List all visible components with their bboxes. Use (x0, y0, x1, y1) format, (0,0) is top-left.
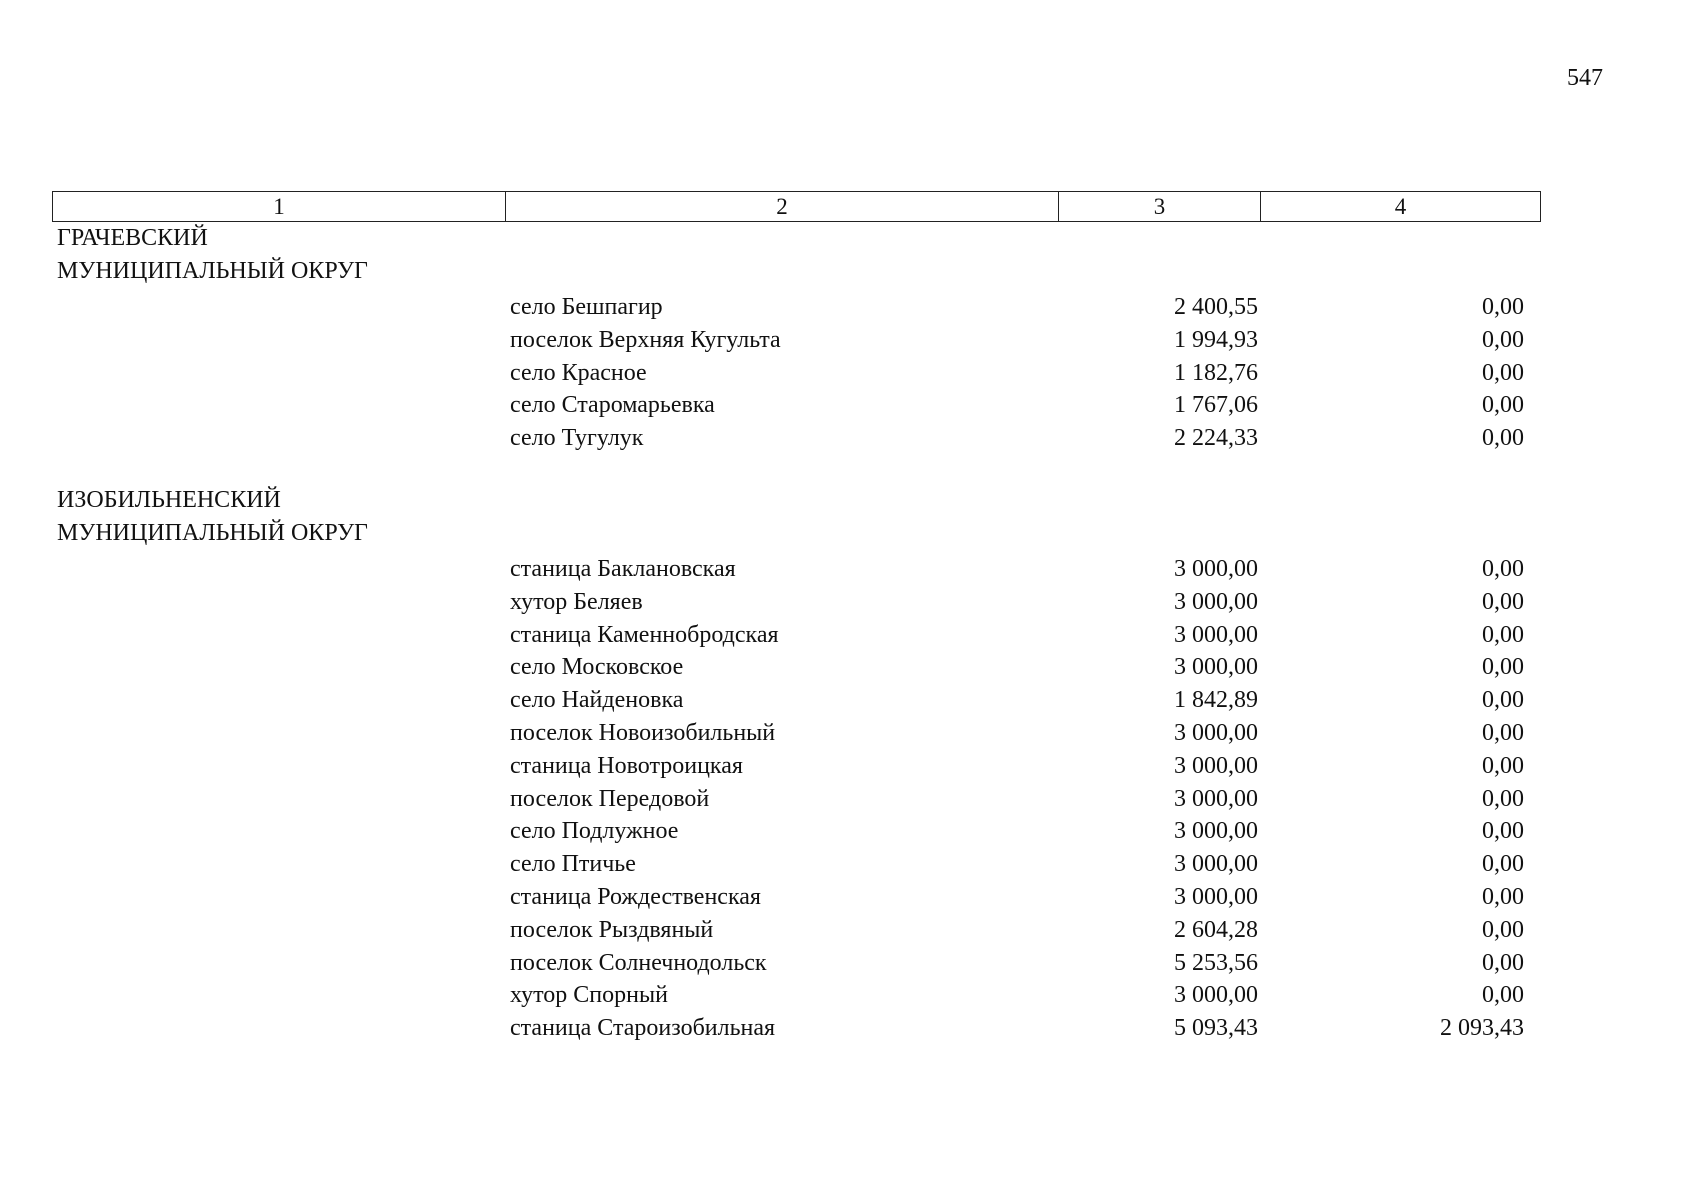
table-row (0, 914, 1696, 947)
value-col-4: 0,00 (1482, 654, 1524, 681)
value-col-3: 3 000,00 (1174, 621, 1258, 648)
value-col-4: 0,00 (1482, 392, 1524, 419)
value-col-4: 0,00 (1482, 326, 1524, 353)
settlement-name: станица Каменнобродская (510, 621, 779, 648)
value-col-4: 0,00 (1482, 752, 1524, 779)
value-col-3: 1 182,76 (1174, 359, 1258, 386)
value-col-3: 2 224,33 (1174, 425, 1258, 452)
value-col-3: 2 604,28 (1174, 916, 1258, 943)
value-col-3: 5 253,56 (1174, 949, 1258, 976)
settlement-name: село Бешпагир (510, 294, 663, 320)
value-col-3: 3 000,00 (1174, 982, 1258, 1009)
settlement-name: село Тугулук (510, 425, 644, 452)
value-col-3: 3 000,00 (1174, 719, 1258, 746)
settlement-name: хутор Спорный (510, 982, 668, 1009)
table-row (0, 324, 1696, 357)
table-row (0, 815, 1696, 848)
table-row (0, 619, 1696, 652)
district-title-line2: МУНИЦИПАЛЬНЫЙ ОКРУГ (57, 258, 368, 284)
value-col-3: 1 842,89 (1174, 687, 1258, 714)
value-col-4: 0,00 (1482, 556, 1524, 582)
settlement-name: село Подлужное (510, 818, 679, 845)
table-row (0, 651, 1696, 684)
value-col-3: 2 400,55 (1174, 294, 1258, 320)
value-col-4: 0,00 (1482, 359, 1524, 386)
table-row (0, 586, 1696, 619)
value-col-4: 2 093,43 (1440, 1015, 1524, 1042)
value-col-4: 0,00 (1482, 687, 1524, 714)
settlement-name: станица Баклановская (510, 556, 736, 582)
table-row (0, 1012, 1696, 1045)
district-title (57, 222, 368, 288)
settlement-name: станица Рождественская (510, 883, 761, 910)
table-row (0, 947, 1696, 980)
district-title-line1: ИЗОБИЛЬНЕНСКИЙ (57, 487, 281, 513)
value-col-3: 1 767,06 (1174, 392, 1258, 419)
value-col-3: 3 000,00 (1174, 654, 1258, 681)
settlement-name: поселок Солнечнодольск (510, 949, 767, 976)
value-col-4: 0,00 (1482, 949, 1524, 976)
value-col-3: 3 000,00 (1174, 785, 1258, 812)
table-row (0, 750, 1696, 783)
table-row (0, 291, 1696, 324)
table-row (0, 389, 1696, 422)
value-col-3: 3 000,00 (1174, 818, 1258, 845)
value-col-4: 0,00 (1482, 588, 1524, 615)
table-row (0, 684, 1696, 717)
settlement-name: хутор Беляев (510, 588, 643, 615)
table-row (0, 881, 1696, 914)
value-col-4: 0,00 (1482, 982, 1524, 1009)
value-col-3: 3 000,00 (1174, 752, 1258, 779)
table-row (0, 422, 1696, 455)
table-row (0, 357, 1696, 390)
value-col-4: 0,00 (1482, 818, 1524, 845)
district-rows (0, 553, 1696, 1045)
settlement-name: село Найденовка (510, 687, 684, 714)
page-number: 547 (1567, 65, 1603, 91)
value-col-4: 0,00 (1482, 883, 1524, 910)
value-col-4: 0,00 (1482, 621, 1524, 648)
value-col-3: 3 000,00 (1174, 588, 1258, 615)
value-col-4: 0,00 (1482, 294, 1524, 320)
table-row (0, 848, 1696, 881)
table-row (0, 783, 1696, 816)
settlement-name: поселок Новоизобильный (510, 719, 776, 746)
settlement-name: село Птичье (510, 851, 636, 878)
value-col-3: 3 000,00 (1174, 556, 1258, 582)
settlement-name: село Московское (510, 654, 684, 681)
value-col-3: 5 093,43 (1174, 1015, 1258, 1042)
settlement-name: станица Староизобильная (510, 1015, 776, 1042)
header-col-2: 2 (506, 192, 1059, 221)
settlement-name: село Красное (510, 359, 647, 386)
district-title-line1: ГРАЧЕВСКИЙ (57, 225, 208, 251)
header-col-1: 1 (53, 192, 506, 221)
table-row (0, 717, 1696, 750)
header-col-4: 4 (1394, 194, 1407, 219)
value-col-4: 0,00 (1482, 916, 1524, 943)
district-title-line2: МУНИЦИПАЛЬНЫЙ ОКРУГ (57, 520, 368, 546)
table-header (52, 191, 1541, 222)
settlement-name: поселок Рыздвяный (510, 916, 714, 943)
settlement-name: село Старомарьевка (510, 392, 715, 419)
value-col-3: 3 000,00 (1174, 851, 1258, 878)
value-col-3: 3 000,00 (1174, 883, 1258, 910)
value-col-4: 0,00 (1482, 785, 1524, 812)
value-col-4: 0,00 (1482, 719, 1524, 746)
value-col-3: 1 994,93 (1174, 326, 1258, 353)
value-col-4: 0,00 (1482, 851, 1524, 878)
header-col-3: 3 (1059, 192, 1261, 221)
settlement-name: поселок Передовой (510, 785, 710, 812)
district-rows (0, 291, 1696, 455)
table-row (0, 553, 1696, 586)
district-title (57, 484, 368, 550)
value-col-4: 0,00 (1482, 425, 1524, 452)
settlement-name: поселок Верхняя Кугульта (510, 326, 781, 353)
table-row (0, 979, 1696, 1012)
settlement-name: станица Новотроицкая (510, 752, 743, 779)
